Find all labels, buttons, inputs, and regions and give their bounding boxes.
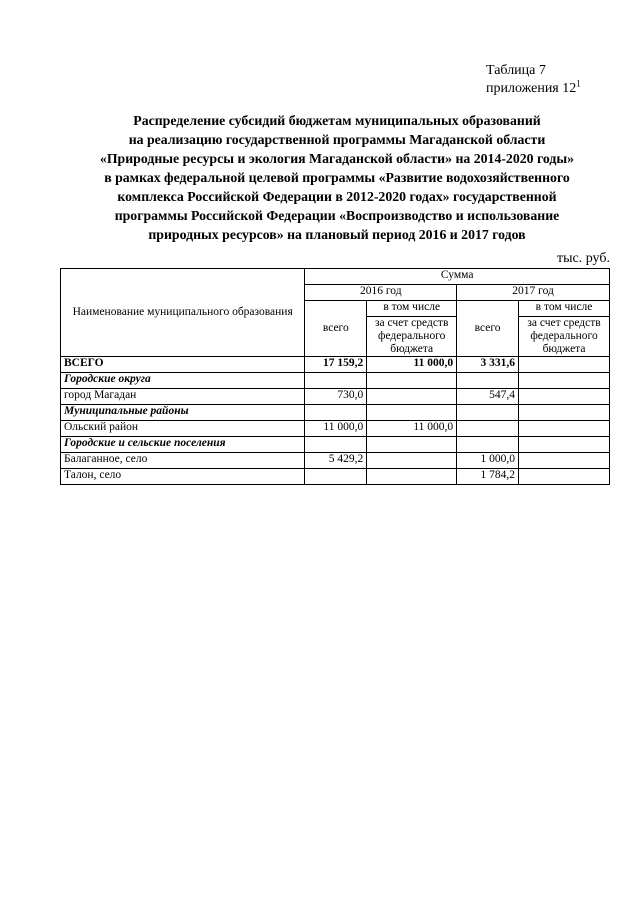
row-name: Городские и сельские поселения: [61, 437, 305, 453]
cell-2017-total: 547,4: [457, 389, 519, 405]
cell-2016-total: 730,0: [305, 389, 367, 405]
cell-2016-federal: [367, 453, 457, 469]
row-name: Ольский район: [61, 421, 305, 437]
cell-2017-federal: [519, 453, 610, 469]
header-federal-2017: за счет средств федерального бюджета: [519, 317, 610, 357]
cell-2016-total: [305, 469, 367, 485]
table-row: [61, 405, 610, 421]
cell-2017-federal: [519, 389, 610, 405]
cell-2017-total: [457, 421, 519, 437]
cell-2016-total: [305, 373, 367, 389]
cell-2016-federal: [367, 437, 457, 453]
header-total-2016: всего: [305, 301, 367, 357]
title-line: природных ресурсов» на плановый период 2016 и 2017 годов: [148, 227, 526, 242]
appendix-superscript: 1: [576, 78, 581, 89]
header-row-sum: [61, 269, 610, 285]
cell-2016-federal: [367, 469, 457, 485]
cell-2016-total: [305, 437, 367, 453]
cell-2017-total: 1 000,0: [457, 453, 519, 469]
table-row: [61, 453, 610, 469]
table-row: [61, 357, 610, 373]
table-reference: [486, 62, 581, 98]
cell-2017-federal: [519, 421, 610, 437]
table-row: [61, 389, 610, 405]
title-line: комплекса Российской Федерации в 2012-2020 годах» государственной: [117, 189, 557, 204]
table-row: [61, 469, 610, 485]
title-line: программы Российской Федерации «Воспроизводство и использование: [114, 208, 560, 223]
appendix-reference: приложения $12^1$: [486, 78, 581, 96]
cell-2016-total: 17 159,2: [305, 357, 367, 373]
cell-2017-total: 1 784,2: [457, 469, 519, 485]
row-name: Талон, село: [61, 469, 305, 485]
units-label: тыс. руб.: [557, 251, 610, 266]
header-year-2016: 2016 год: [305, 285, 457, 301]
row-name: город Магадан: [61, 389, 305, 405]
cell-2017-total: [457, 405, 519, 421]
cell-2016-federal: 11 000,0: [367, 421, 457, 437]
cell-2016-federal: [367, 373, 457, 389]
header-name-col: Наименование муниципального образования: [61, 269, 305, 357]
document-title: [40, 111, 634, 244]
header-federal-2016: за счет средств федерального бюджета: [367, 317, 457, 357]
cell-2016-federal: 11 000,0: [367, 357, 457, 373]
cell-2017-federal: [519, 373, 610, 389]
header-sum: Сумма: [305, 269, 610, 285]
cell-2017-federal: [519, 357, 610, 373]
title-line: «Природные ресурсы и экология Магаданской области» на 2014-2020 годы»: [99, 151, 575, 166]
table-row: [61, 421, 610, 437]
header-year-2017: 2017 год: [457, 285, 610, 301]
cell-2016-federal: [367, 389, 457, 405]
cell-2017-federal: [519, 469, 610, 485]
table-number: Таблица 7: [486, 63, 546, 78]
cell-2017-total: 3 331,6: [457, 357, 519, 373]
row-name: Городские округа: [61, 373, 305, 389]
table-row: [61, 373, 610, 389]
title-line: Распределение субсидий бюджетам муниципальных образований: [133, 113, 541, 128]
cell-2017-total: [457, 437, 519, 453]
header-incl-2017: в том числе: [519, 301, 610, 317]
cell-2017-federal: [519, 437, 610, 453]
cell-2016-total: 11 000,0: [305, 421, 367, 437]
row-name: ВСЕГО: [61, 357, 305, 373]
header-incl-2016: в том числе: [367, 301, 457, 317]
row-name: Муниципальные районы: [61, 405, 305, 421]
table-row: [61, 437, 610, 453]
cell-2016-total: 5 429,2: [305, 453, 367, 469]
header-total-2017: всего: [457, 301, 519, 357]
subsidy-table: [60, 268, 610, 485]
title-line: в рамках федеральной целевой программы «Развитие водохозяйственного: [104, 170, 570, 185]
cell-2017-federal: [519, 405, 610, 421]
cell-2017-total: [457, 373, 519, 389]
cell-2016-federal: [367, 405, 457, 421]
title-line: на реализацию государственной программы Магаданской области: [128, 132, 546, 147]
cell-2016-total: [305, 405, 367, 421]
row-name: Балаганное, село: [61, 453, 305, 469]
